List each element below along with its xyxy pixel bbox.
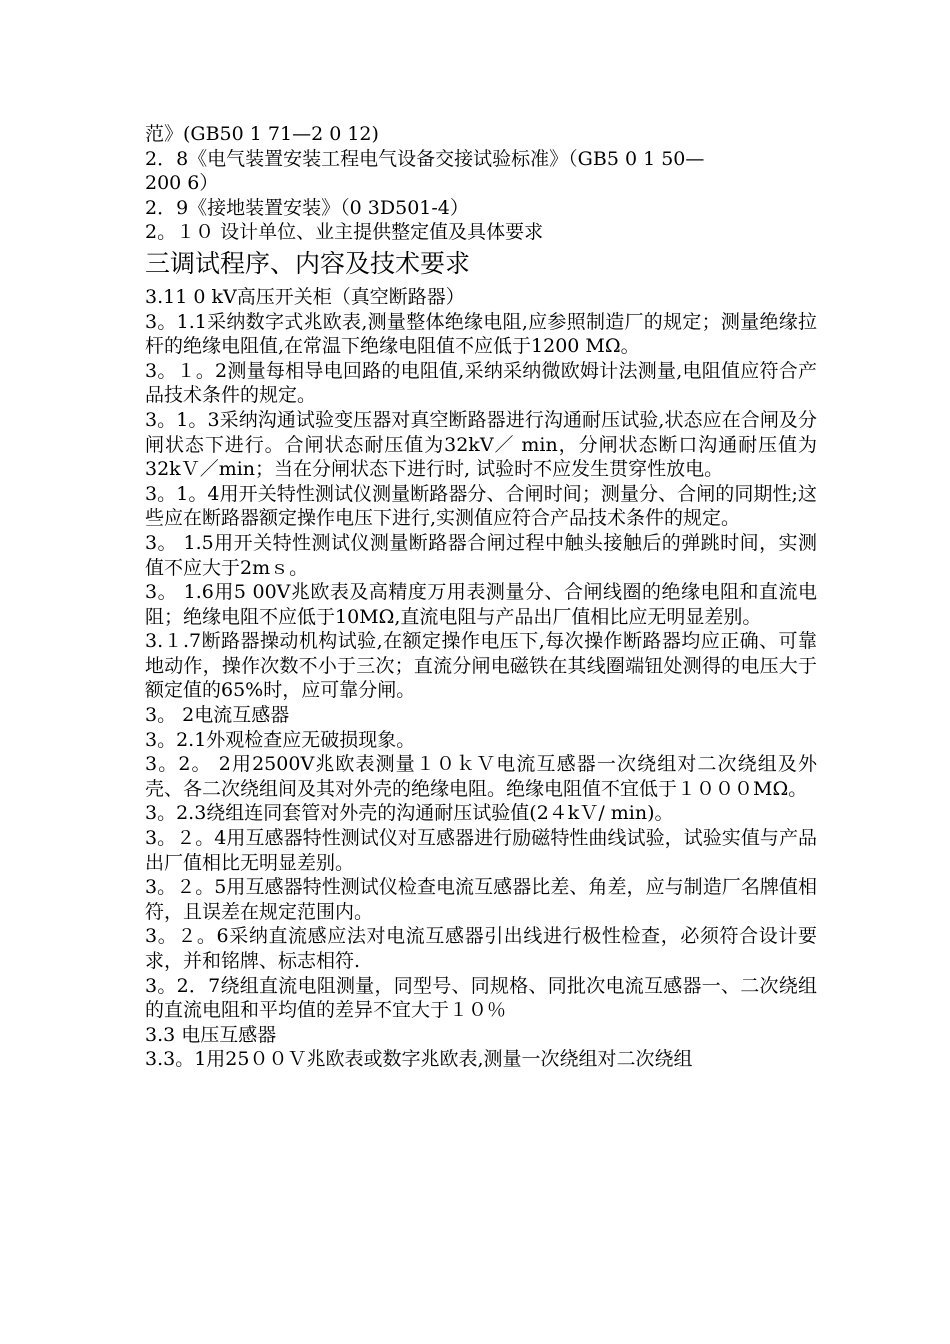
paragraph: 3。２。5用互感器特性测试仪检查电流互感器比差、角差，应与制造厂名牌值相符，且误差在规定范围内。 bbox=[145, 876, 817, 923]
paragraph: 3。２。4用互感器特性测试仪对互感器进行励磁特性曲线试验，试验实值与产品出厂值相比无明显差别。 bbox=[145, 827, 817, 874]
paragraph: 3。2。 2用2500V兆欧表测量１０ｋＶ电流互感器一次绕组对二次绕组及外壳、各二次绕组间及其对外壳的绝缘电阻。绝缘电阻值不宜低于１０００MΩ。 bbox=[145, 753, 817, 800]
subsection-title: 3.3 电压互感器 bbox=[145, 1023, 277, 1046]
paragraph: 3.3。1用25００Ｖ兆欧表或数字兆欧表,测量一次绕组对二次绕组 bbox=[145, 1048, 693, 1071]
paragraph: 3。 1.5用开关特性测试仪测量断路器合闸过程中触头接触后的弹跳时间，实测值不应大于2mｓ。 bbox=[145, 531, 817, 579]
paragraph: 3.11 0 kV高压开关柜（真空断路器） bbox=[145, 285, 465, 308]
paragraph: 3。 1.6用5 00V兆欧表及高精度万用表测量分、合闸线圈的绝缘电阻和直流电阻；绝缘电阻不应低于10MΩ,直流电阻与产品出厂值相比应无明显差别。 bbox=[145, 581, 817, 628]
paragraph: 3。１。2测量每相导电回路的电阻值,采纳采纳微欧姆计法测量,电阻值应符合产品技术条件的规定。 bbox=[145, 359, 817, 407]
paragraph: 3。2.1外观检查应无破损现象。 bbox=[145, 728, 416, 751]
paragraph: 3.１.7断路器操动机构试验,在额定操作电压下,每次操作断路器均应正确、可靠地动作，操作次数不小于三次；直流分闸电磁铁在其线圈端钮处测得的电压大于额定值的65%时，应可靠分闸。 bbox=[145, 630, 817, 702]
paragraph: 3。1.1采纳数字式兆欧表,测量整体绝缘电阻,应参照制造厂的规定；测量绝缘拉杆的绝缘电阻值,在常温下绝缘电阻值不应低于1200 MΩ。 bbox=[145, 310, 817, 358]
paragraph: 3。２。6采纳直流感应法对电流互感器引出线进行极性检查，必须符合设计要求，并和铭牌、标志相符. bbox=[145, 925, 817, 972]
paragraph: 3。2.3绕组连同套管对外壳的沟通耐压试验值(2４kＶ/ min)。 bbox=[145, 802, 674, 825]
reference-line: 2．8《电气装置安装工程电气设备交接试验标准》（GB5 0 1 50— bbox=[145, 147, 705, 170]
reference-line: 范》(GB50 1 71—2 0 12) bbox=[145, 123, 379, 145]
document-body bbox=[145, 122, 817, 1072]
paragraph: 3。2．7绕组直流电阻测量，同型号、同规格、同批次电流互感器一、二次绕组的直流电阻和平均值的差异不宜大于１０％ bbox=[145, 974, 817, 1022]
paragraph: 3。1。4用开关特性测试仪测量断路器分、合闸时间；测量分、合闸的同期性;这些应在断路器额定操作电压下进行,实测值应符合产品技术条件的规定。 bbox=[145, 482, 817, 530]
reference-line: 2．9《接地装置安装》（0 3D501-4） bbox=[145, 196, 469, 219]
paragraph: 3。1。3采纳沟通试验变压器对真空断路器进行沟通耐压试验,状态应在合闸及分闸状态下进行。合闸状态耐压值为32kV／ min，分闸状态断口沟通耐压值为32kＶ／min；当在分闸状态下进行时, 试验时不应发生贯穿性放电。 bbox=[145, 408, 817, 481]
subsection-title: 3。 2电流互感器 bbox=[145, 704, 290, 727]
reference-line: 200 6） bbox=[145, 172, 219, 195]
section-heading: 三调试程序、内容及技术要求 bbox=[145, 248, 471, 278]
reference-line: 2。１０ 设计单位、业主提供整定值及具体要求 bbox=[145, 221, 544, 244]
